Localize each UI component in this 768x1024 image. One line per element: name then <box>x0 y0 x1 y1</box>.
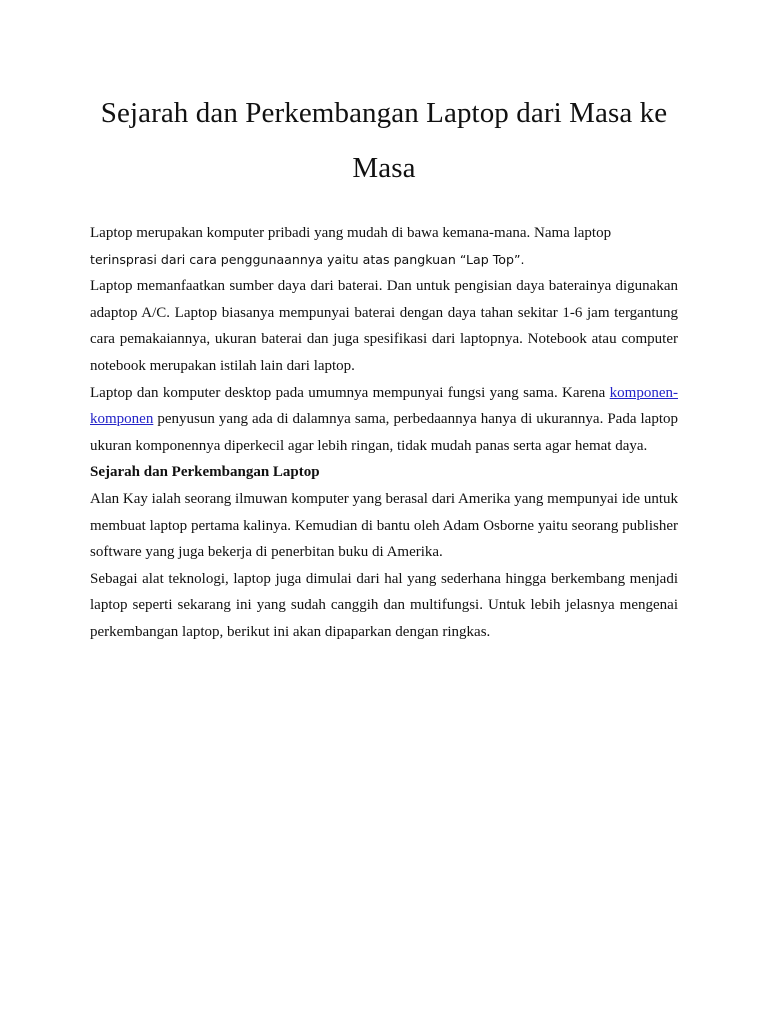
paragraph-intro <box>90 220 678 273</box>
section-heading: Sejarah dan Perkembangan Laptop <box>90 464 320 481</box>
paragraph-battery: Laptop memanfaatkan sumber daya dari baterai. Dan untuk pengisian daya baterainya digunakan adaptop A/C. Laptop biasanya mempunyai baterai dengan daya tahan sekitar 1-6 jam tergantung cara pemakaiannya, ukuran baterai dan juga spesifikasi dari laptopnya. Notebook atau computer notebook merupakan istilah lain dari laptop. <box>90 278 678 374</box>
paragraph-intro-text: Laptop merupakan komputer pribadi yang mudah di bawa kemana-mana. Nama laptop <box>90 225 612 241</box>
page-title: Sejarah dan Perkembangan Laptop dari Masa ke Masa <box>100 97 668 184</box>
paragraph-components-text-after: penyusun yang ada di dalamnya sama, perbedaannya hanya di ukurannya. Pada laptop ukuran komponennya diperkecil agar lebih ringan, tidak mudah panas serta agar hemat daya. <box>90 411 678 454</box>
document-body <box>90 220 678 646</box>
paragraph-development: Sebagai alat teknologi, laptop juga dimulai dari hal yang sederhana hingga berkembang menjadi laptop seperti sekarang ini yang sudah canggih dan multifungsi. Untuk lebih jelasnya mengenai perkembangan laptop, berikut ini akan dipaparkan dengan ringkas. <box>90 570 678 640</box>
komponen-link[interactable]: komponen-komponen <box>90 384 678 428</box>
paragraph-components <box>90 380 678 460</box>
paragraph-intro-continuation: terinsprasi dari cara penggunaannya yaitu atas pangkuan “Lap Top”. <box>90 251 525 267</box>
paragraph-history: Alan Kay ialah seorang ilmuwan komputer yang berasal dari Amerika yang mempunyai ide untuk membuat laptop pertama kalinya. Kemudian di bantu oleh Adam Osborne yaitu seorang publisher software yang juga bekerja di penerbitan buku di Amerika. <box>90 490 678 561</box>
paragraph-components-text-before: Laptop dan komputer desktop pada umumnya mempunyai fungsi yang sama. Karena <box>90 384 610 401</box>
